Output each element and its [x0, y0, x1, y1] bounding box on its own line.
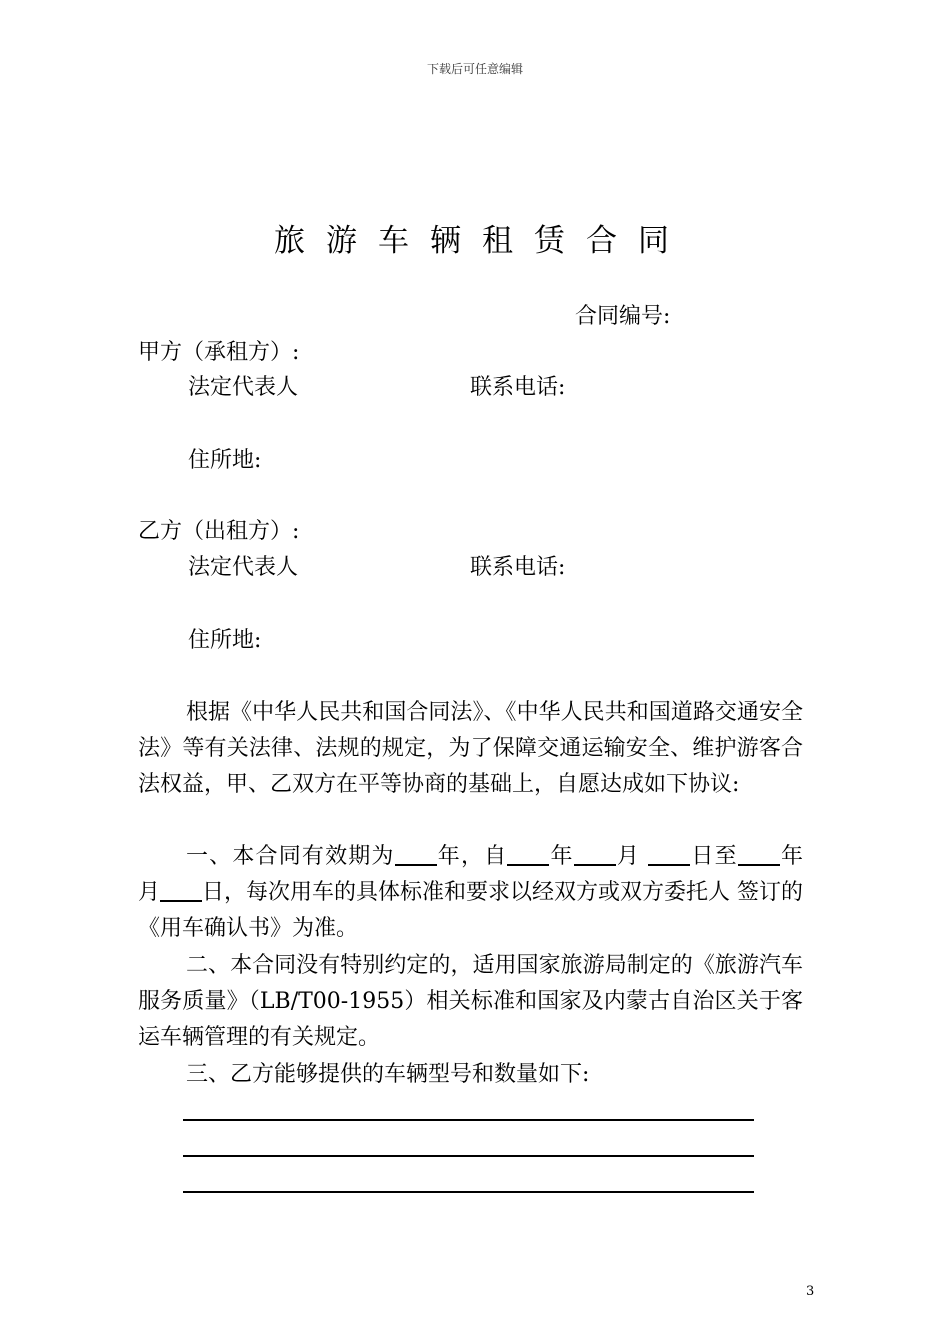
- party-b-address-label: 住所地:: [188, 628, 262, 653]
- party-a-phone-label: 联系电话:: [470, 375, 566, 400]
- party-a-rep-label: 法定代表人: [188, 375, 299, 400]
- clause-1-paragraph: [138, 839, 803, 947]
- fill-blank[interactable]: [160, 878, 202, 902]
- clause-1-text: 日，每次用车的具体标准和要求以经双方或双方委托人 签订的《用车确认书》为准。: [138, 880, 804, 941]
- clause-1-text: 年: [549, 844, 574, 869]
- party-b-heading: 乙方（出租方）:: [138, 519, 300, 544]
- clause-1-text: 年 月: [138, 844, 803, 905]
- fill-line[interactable]: [183, 1191, 754, 1193]
- clause-2-paragraph: 二、本合同没有特别约定的，适用国家旅游局制定的《旅游汽车服务质量》（LB/T00-1955）相关标准和国家及内蒙古自治区关于客运车辆管理的有关规定。: [138, 953, 803, 1050]
- fill-blank[interactable]: [395, 842, 437, 866]
- fill-line[interactable]: [183, 1155, 754, 1157]
- document-title: 旅游车辆租赁合同: [274, 223, 690, 259]
- header-note: 下载后可任意编辑: [426, 62, 523, 76]
- clause-1-text: 月: [615, 844, 649, 869]
- fill-blank[interactable]: [738, 842, 780, 866]
- party-a-heading: 甲方（承租方）:: [138, 340, 300, 365]
- page-number: 3: [806, 1284, 815, 1299]
- party-b-rep-label: 法定代表人: [188, 555, 299, 580]
- contract-number-label: 合同编号:: [575, 304, 671, 329]
- fill-blank[interactable]: [648, 842, 690, 866]
- clause-1-text: 一、本合同有效期为: [186, 844, 395, 869]
- party-b-phone-label: 联系电话:: [470, 555, 566, 580]
- clause-1-text: 日至: [690, 844, 738, 869]
- party-a-address-label: 住所地:: [188, 448, 262, 473]
- fill-line[interactable]: [183, 1119, 754, 1121]
- fill-blank[interactable]: [507, 842, 549, 866]
- fill-blank[interactable]: [574, 842, 616, 866]
- intro-paragraph: 根据《中华人民共和国合同法》、《中华人民共和国道路交通安全法》等有关法律、法规的规定，为了保障交通运输安全、维护游客合法权益，甲、乙双方在平等协商的基础上，自愿达成如下协议:: [138, 700, 803, 797]
- clause-3-paragraph: 三、乙方能够提供的车辆型号和数量如下:: [186, 1062, 590, 1087]
- clause-1-text: 年，自: [436, 844, 508, 869]
